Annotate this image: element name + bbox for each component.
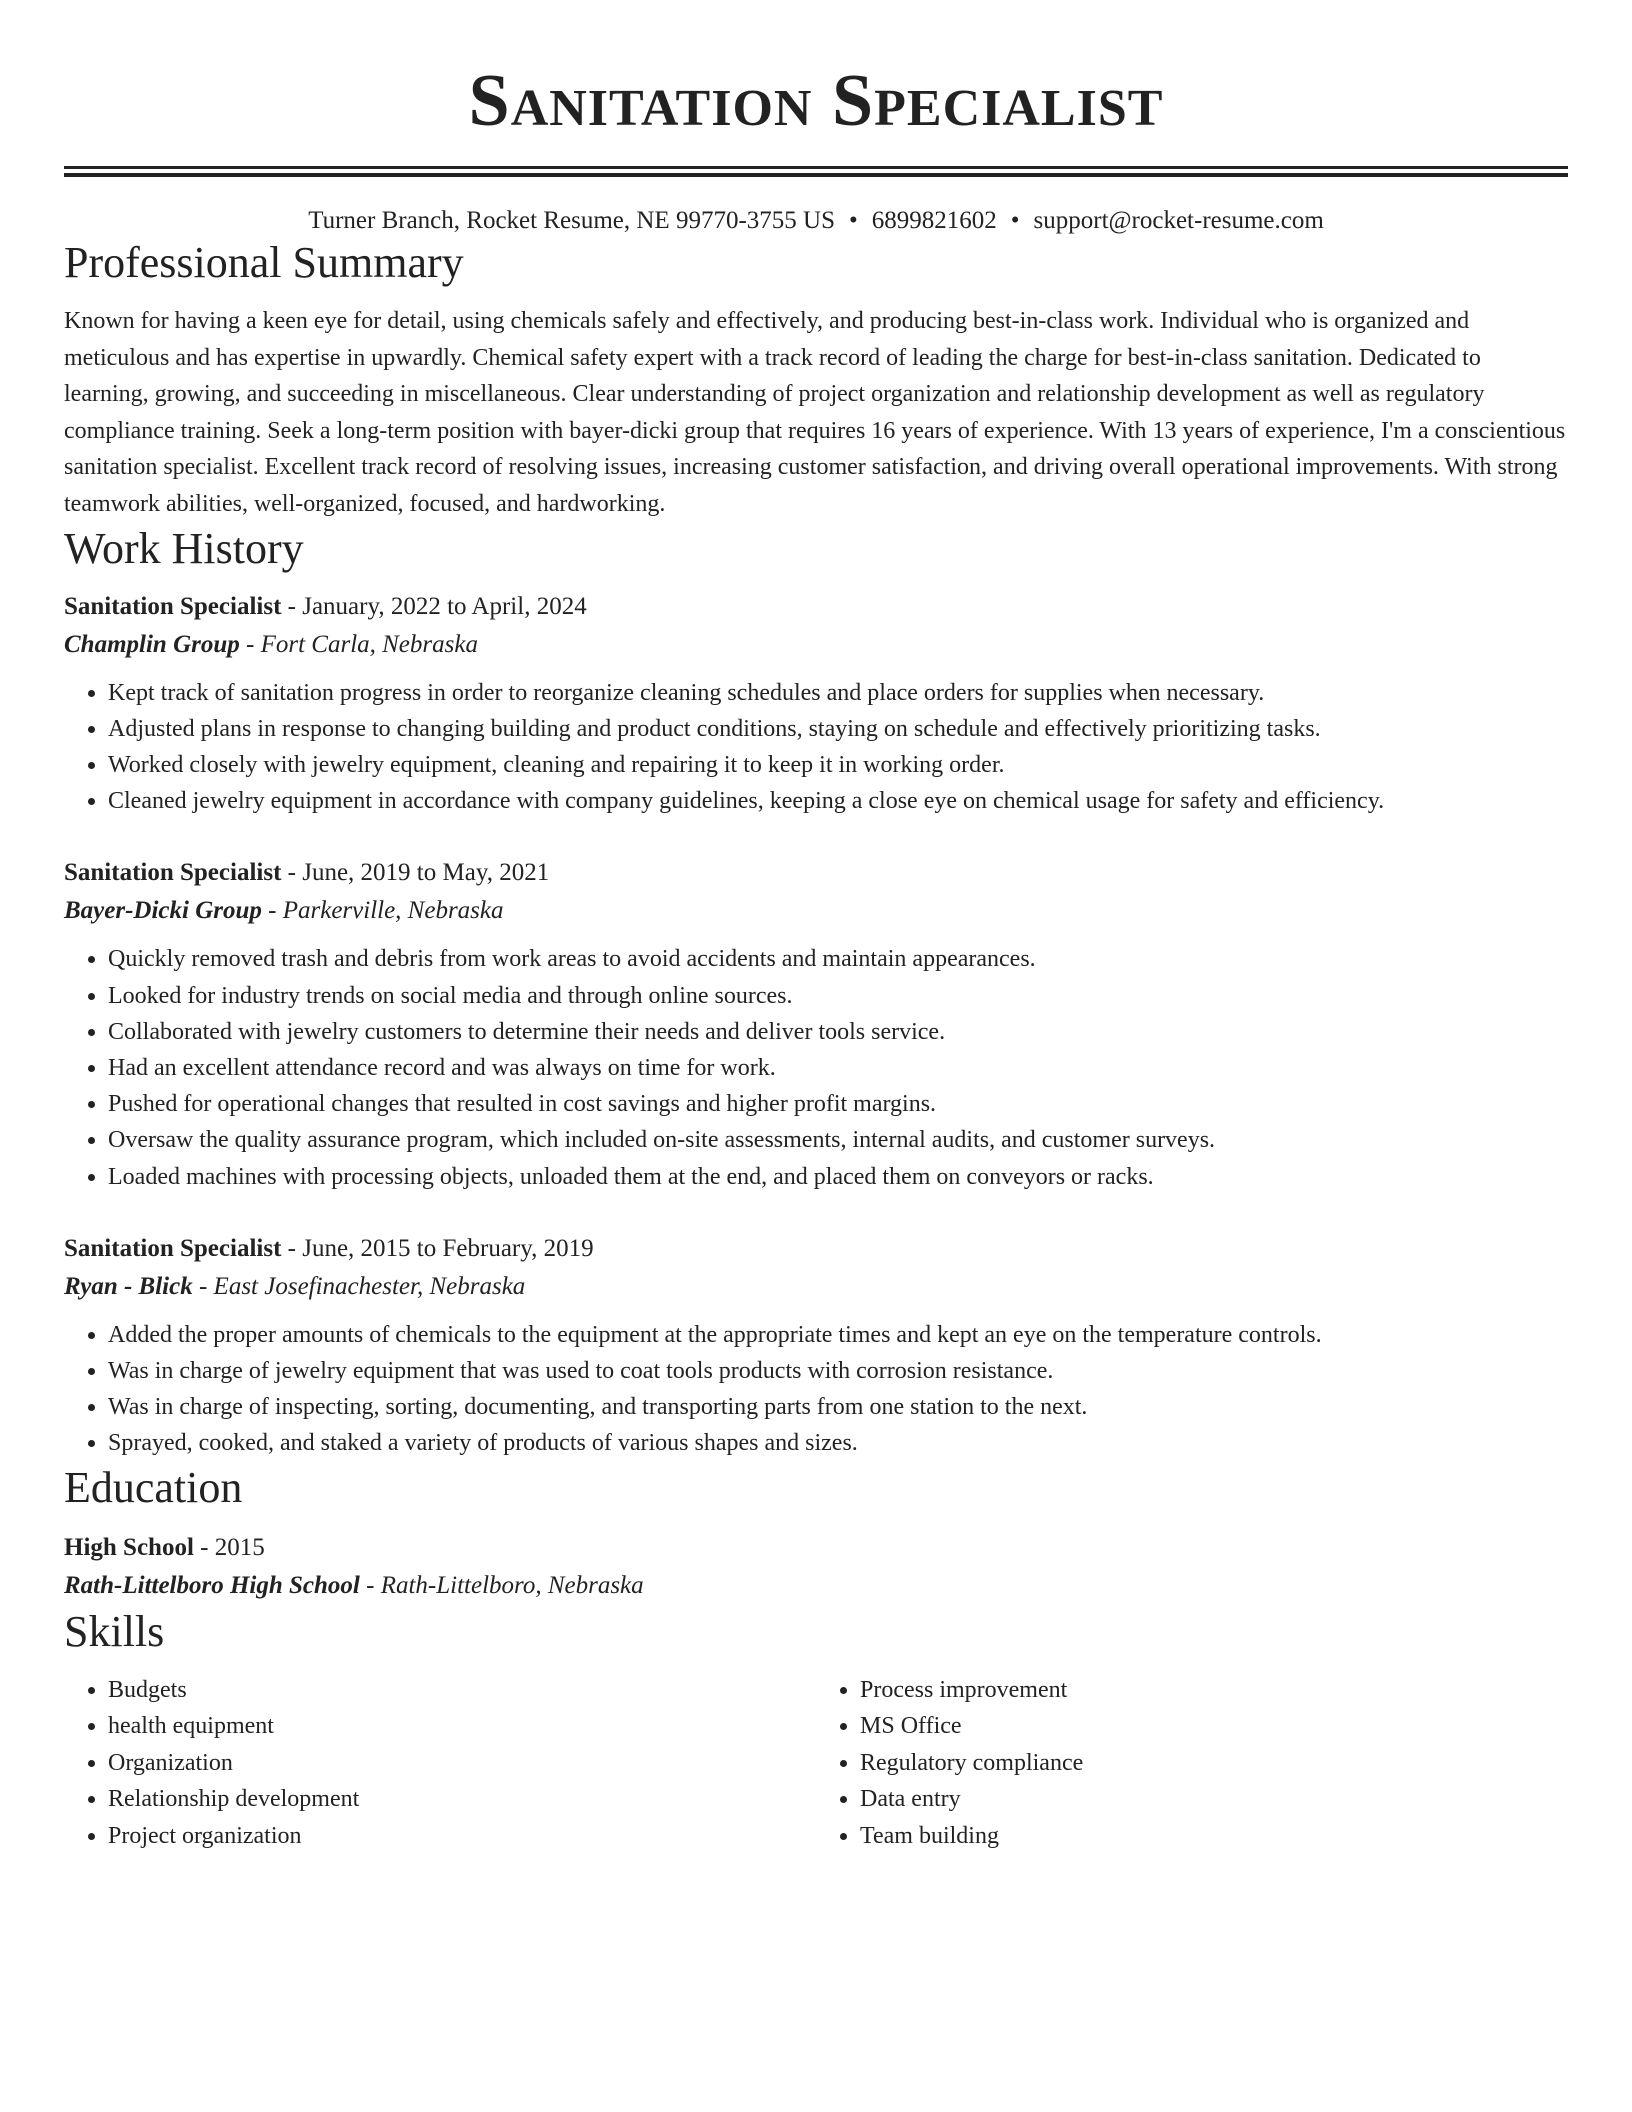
job-bullet: • Worked closely with jewelry equipment, cleaning and repairing it to keep it in working order. [108, 747, 1568, 783]
work-history-heading: Work History [64, 523, 304, 573]
job-title: Sanitation Specialist [64, 1234, 282, 1262]
skill-item: • Relationship development [108, 1781, 816, 1818]
education-location: - Rath-Littelboro, Nebraska [359, 1571, 644, 1599]
job-title-line [64, 855, 1568, 891]
skills-columns [64, 1672, 1568, 1855]
job-entry [64, 589, 1568, 820]
summary-heading: Professional Summary [64, 238, 464, 287]
skill-item: • Project organization [108, 1818, 816, 1855]
job-bullet: • Added the proper amounts of chemicals to the equipment at the appropriate times and kept an eye on the temperature controls. [108, 1317, 1568, 1353]
job-bullet: • Kept track of sanitation progress in order to reorganize cleaning schedules and place orders for supplies when necessary. [108, 675, 1568, 711]
education-degree: High School [64, 1533, 194, 1561]
job-bullet: • Collaborated with jewelry customers to determine their needs and deliver tools service. [108, 1014, 1568, 1050]
job-company: Ryan - Blick [64, 1272, 193, 1300]
education-year: - 2015 [193, 1533, 265, 1561]
job-bullets [64, 675, 1568, 820]
skill-item: • Regulatory compliance [860, 1745, 1568, 1782]
resume-name: Sanitation Specialist [468, 60, 1164, 142]
job-company: Bayer-Dicki Group [64, 897, 262, 925]
job-company-line [64, 1267, 1568, 1307]
skill-item: • Budgets [108, 1672, 816, 1709]
contact-separator: • [1010, 207, 1020, 234]
job-location: - East Josefinachester, Nebraska [192, 1272, 526, 1300]
summary-text: Known for having a keen eye for detail, using chemicals safely and effectively, and producing best-in-class work. Individual who is organized and meticulous and has expertise in upwardly. Chemical safety expert with a track record of leading the charge for best-in-class sanitation. Dedicated to learning, growing, and succeeding in miscellaneous. Clear understanding of project organization and relationship development as well as regulatory compliance training. Seek a long-term position with bayer-dicki group that requires 16 years of experience. With 13 years of experience, I'm a conscientious sanitation specialist. Excellent track record of resolving issues, increasing customer satisfaction, and driving overall operational improvements. With strong teamwork abilities, well-organized, focused, and hardworking. [64, 308, 1566, 517]
job-bullet: • Had an excellent attendance record and was always on time for work. [108, 1050, 1568, 1086]
skills-heading: Skills [64, 1606, 165, 1656]
skills-list-right [816, 1672, 1568, 1855]
contact-line [64, 205, 1568, 237]
skill-item: • MS Office [860, 1708, 1568, 1745]
job-bullet: • Loaded machines with processing objects, unloaded them at the end, and placed them on conveyors or racks. [108, 1159, 1568, 1195]
skills-list-left [64, 1672, 816, 1855]
job-title-line [64, 1231, 1568, 1267]
job-entry [64, 1231, 1568, 1462]
skill-item: • Organization [108, 1745, 816, 1782]
job-bullet: • Was in charge of jewelry equipment that was used to coat tools products with corrosion resistance. [108, 1353, 1568, 1389]
job-company-line [64, 625, 1568, 665]
job-title: Sanitation Specialist [64, 859, 282, 887]
job-bullet: • Quickly removed trash and debris from work areas to avoid accidents and maintain appearances. [108, 941, 1568, 977]
education-school-line [64, 1566, 1568, 1606]
skill-item: • Team building [860, 1818, 1568, 1855]
job-bullet: • Sprayed, cooked, and staked a variety of products of various shapes and sizes. [108, 1425, 1568, 1461]
skill-item: • Process improvement [860, 1672, 1568, 1709]
job-bullet: • Looked for industry trends on social media and through online sources. [108, 978, 1568, 1014]
education-heading: Education [64, 1462, 243, 1512]
education-entry [64, 1530, 1568, 1606]
job-bullets [64, 941, 1568, 1194]
skill-item: • health equipment [108, 1708, 816, 1745]
contact-address: Turner Branch, Rocket Resume, NE 99770-3755 US [308, 207, 835, 234]
job-bullet: • Adjusted plans in response to changing building and product conditions, staying on schedule and effectively prioritizing tasks. [108, 711, 1568, 747]
job-company: Champlin Group [64, 630, 240, 658]
job-title-line [64, 589, 1568, 625]
education-degree-line [64, 1530, 1568, 1566]
job-bullet: • Was in charge of inspecting, sorting, documenting, and transporting parts from one station to the next. [108, 1389, 1568, 1425]
job-location: - Fort Carla, Nebraska [239, 630, 478, 658]
education-school: Rath-Littelboro High School [64, 1571, 360, 1599]
contact-email: support@rocket-resume.com [1033, 207, 1324, 234]
job-entry [64, 855, 1568, 1194]
skill-item: • Data entry [860, 1781, 1568, 1818]
job-company-line [64, 891, 1568, 931]
job-location: - Parkerville, Nebraska [261, 897, 504, 925]
contact-phone: 6899821602 [871, 207, 997, 234]
header-double-rule [64, 166, 1568, 177]
job-bullet: • Cleaned jewelry equipment in accordance with company guidelines, keeping a close eye on chemical usage for safety and efficiency. [108, 783, 1568, 819]
job-dates: - June, 2019 to May, 2021 [281, 859, 550, 887]
job-title: Sanitation Specialist [64, 592, 282, 620]
job-dates: - January, 2022 to April, 2024 [281, 592, 587, 620]
job-bullet: • Pushed for operational changes that resulted in cost savings and higher profit margins. [108, 1086, 1568, 1122]
job-dates: - June, 2015 to February, 2019 [281, 1234, 594, 1262]
contact-separator: • [848, 207, 858, 234]
job-bullets [64, 1317, 1568, 1462]
job-bullet: • Oversaw the quality assurance program, which included on-site assessments, internal audits, and customer surveys. [108, 1122, 1568, 1158]
